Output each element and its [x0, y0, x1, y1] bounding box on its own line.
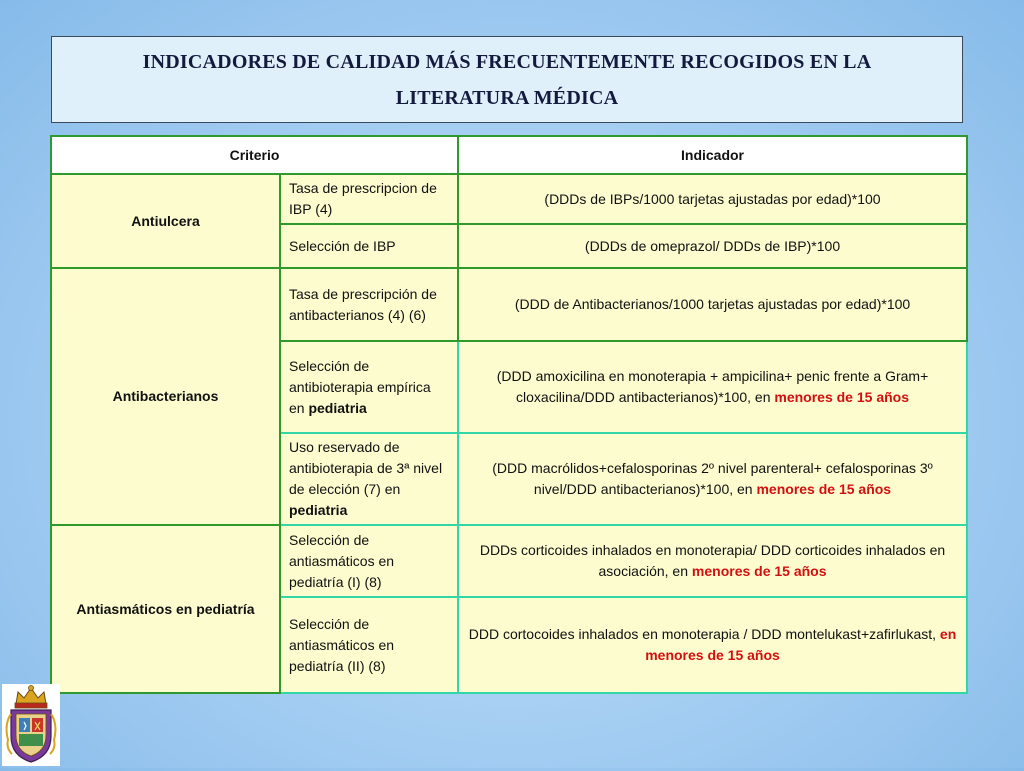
criterio-cell: Selección de antiasmáticos en pediatría (I) (8) — [280, 525, 458, 597]
indicador-cell — [458, 341, 967, 433]
indicador-highlight: menores de 15 años — [691, 563, 827, 579]
indicador-cell: (DDDs de omeprazol/ DDDs de IBP)*100 — [458, 224, 967, 268]
category-antiasmaticos: Antiasmáticos en pediatría — [51, 525, 280, 693]
criterio-text: Uso reservado de antibioterapia de 3ª nivel de elección (7) en — [289, 439, 443, 497]
criterio-cell: Tasa de prescripción de antibacterianos (4) (6) — [280, 268, 458, 341]
indicador-cell — [458, 525, 967, 597]
page-title: INDICADORES DE CALIDAD MÁS FRECUENTEMENTE RECOGIDOS EN LA LITERATURA MÉDICA — [142, 50, 872, 109]
criterio-cell — [280, 433, 458, 525]
coat-of-arms-icon — [2, 684, 60, 766]
indicador-cell — [458, 597, 967, 693]
indicador-text: (DDD macrólidos+cefalosporinas 2º nivel parenteral+ cefalosporinas 3º nivel/DDD antibacterianos)*100, en — [492, 460, 933, 497]
criterio-emphasis: pediatria — [308, 399, 367, 416]
indicador-cell: (DDD de Antibacterianos/1000 tarjetas ajustadas por edad)*100 — [458, 268, 967, 341]
indicador-highlight: en menores de 15 años — [645, 626, 957, 663]
indicador-cell — [458, 433, 967, 525]
indicador-text: DDDs corticoides inhalados en monoterapia/ DDD corticoides inhalados en asociación, en — [479, 542, 946, 579]
indicators-table — [50, 135, 968, 694]
indicador-text: (DDD amoxicilina en monoterapia + ampicilina+ penic frente a Gram+ cloxacilina/DDD antibacterianos)*100, en — [496, 368, 929, 405]
criterio-cell: Selección de IBP — [280, 224, 458, 268]
criterio-text: Selección de antibioterapia empírica en — [289, 357, 431, 416]
table-row — [51, 268, 967, 341]
coat-of-arms-logo — [2, 684, 60, 766]
header-criterio: Criterio — [51, 136, 458, 174]
criterio-cell — [280, 341, 458, 433]
category-antibacterianos: Antibacterianos — [51, 268, 280, 525]
table-header-row — [51, 136, 967, 174]
table-row — [51, 525, 967, 597]
title-box — [51, 36, 963, 123]
criterio-cell: Selección de antiasmáticos en pediatría (II) (8) — [280, 597, 458, 693]
table-row — [51, 174, 967, 224]
criterio-cell: Tasa de prescripcion de IBP (4) — [280, 174, 458, 224]
category-antiulcera: Antiulcera — [51, 174, 280, 268]
indicador-text: DDD cortocoides inhalados en monoterapia / DDD montelukast+zafirlukast, — [468, 626, 937, 642]
criterio-emphasis: pediatria — [289, 502, 348, 518]
indicador-highlight: menores de 15 años — [756, 481, 892, 497]
indicador-highlight: menores de 15 años — [774, 389, 909, 405]
indicador-cell: (DDDs de IBPs/1000 tarjetas ajustadas por edad)*100 — [458, 174, 967, 224]
header-indicador: Indicador — [458, 136, 967, 174]
